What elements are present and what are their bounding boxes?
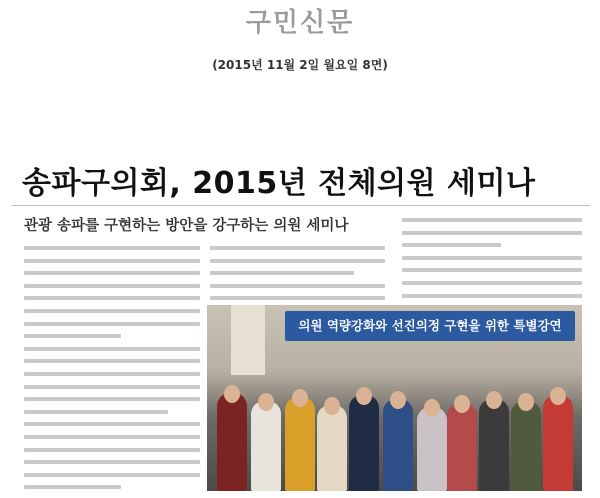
text-line <box>24 473 200 477</box>
face <box>424 399 440 417</box>
newspaper-masthead: 구민신문 <box>245 8 355 38</box>
text-line <box>24 397 200 401</box>
text-line <box>24 422 200 426</box>
text-line <box>210 296 385 300</box>
text-line <box>24 372 200 376</box>
article-column-3 <box>402 218 582 319</box>
text-line <box>24 334 121 338</box>
text-line <box>402 268 582 272</box>
article-column-2 <box>210 246 385 309</box>
person <box>479 399 509 491</box>
text-line <box>24 322 200 326</box>
person <box>217 393 247 491</box>
face <box>258 393 274 411</box>
face <box>324 397 340 415</box>
face <box>454 395 470 413</box>
person <box>447 403 477 491</box>
text-line <box>24 296 200 300</box>
text-line <box>210 284 385 288</box>
article-subheadline: 관광 송파를 구현하는 방안을 강구하는 의원 세미나 <box>24 218 349 234</box>
person <box>511 401 541 491</box>
face <box>486 391 502 409</box>
face <box>518 393 534 411</box>
seminar-banner: 의원 역량강화와 선진의정 구현을 위한 특별강연 <box>285 311 575 341</box>
text-line <box>24 309 200 313</box>
person <box>251 401 281 491</box>
text-line <box>402 281 582 285</box>
text-line <box>24 435 200 439</box>
publication-dateline: (2015년 11월 2일 월요일 8면) <box>212 58 388 72</box>
face <box>292 389 308 407</box>
text-line <box>24 284 200 288</box>
text-line <box>24 271 200 275</box>
face <box>224 385 240 403</box>
article-headline: 송파구의회, 2015년 전체의원 세미나 <box>22 166 536 201</box>
text-line <box>402 231 582 235</box>
text-line <box>24 347 200 351</box>
text-line <box>24 448 200 452</box>
text-line <box>24 410 168 414</box>
text-line <box>210 259 385 263</box>
person <box>317 405 347 491</box>
text-line <box>24 385 200 389</box>
headline-divider <box>12 205 590 206</box>
text-line <box>210 271 354 275</box>
person <box>543 395 573 491</box>
face <box>550 387 566 405</box>
flag-stand <box>231 305 265 375</box>
text-line <box>24 485 121 489</box>
person <box>383 399 413 491</box>
text-line <box>24 246 200 250</box>
text-line <box>402 243 501 247</box>
text-line <box>24 259 200 263</box>
person <box>285 397 315 491</box>
text-line <box>210 246 385 250</box>
text-line <box>24 359 200 363</box>
face <box>356 387 372 405</box>
text-line <box>402 294 582 298</box>
text-line <box>24 460 200 464</box>
text-line <box>402 256 582 260</box>
person <box>417 407 447 491</box>
group-photo <box>207 305 582 491</box>
person <box>349 395 379 491</box>
article-column-1 <box>24 246 200 498</box>
text-line <box>402 218 582 222</box>
face <box>390 391 406 409</box>
